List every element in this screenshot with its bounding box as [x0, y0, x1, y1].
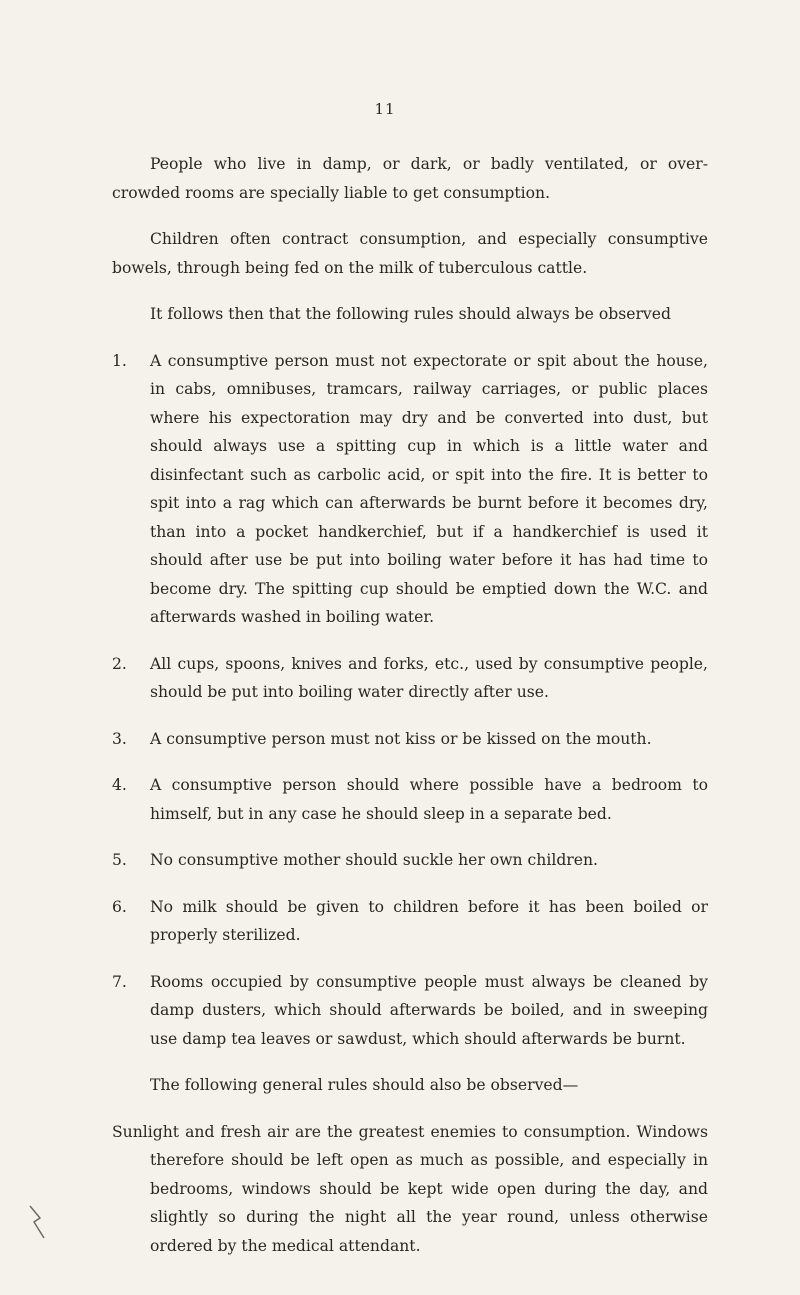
rule-number: 3. [112, 729, 127, 748]
paragraph-overcrowded: People who live in damp, or dark, or badly ventilated, or over-crowded rooms are specially liable to get consumption. [112, 155, 708, 202]
rule-text: Rooms occupied by consumptive people must always be cleaned by damp dusters, which should afterwards be boiled, and in sweeping use damp tea leaves or sawdust, which should afterwards be burnt. [150, 972, 708, 1048]
paragraph-general-intro: The following general rules should also be observed— [150, 1076, 579, 1094]
rule-text: All cups, spoons, knives and forks, etc., used by consumptive people, should be put into boiling water directly after use. [150, 654, 708, 701]
rule-item [112, 347, 708, 632]
rule-item [112, 893, 708, 950]
page-number: 11 [374, 100, 396, 118]
rule-number: 6. [112, 897, 127, 916]
rule-text: No consumptive mother should suckle her own children. [150, 851, 598, 869]
paragraph-children: Children often contract consumption, and especially consumptive bowels, through being fed on the milk of tuberculous cattle. [112, 230, 708, 277]
rule-item [112, 771, 708, 828]
rule-item [112, 650, 708, 707]
rule-item [112, 968, 708, 1054]
rule-number: 5. [112, 851, 127, 869]
rule-text: No milk should be given to children before it has been boiled or properly sterilized. [150, 897, 708, 944]
document-body [112, 150, 708, 1260]
rule-number: 2. [112, 654, 127, 673]
rule-number: 4. [112, 776, 127, 794]
rule-number: 1. [112, 351, 127, 370]
rule-item [112, 725, 708, 754]
rule-item [112, 846, 708, 875]
rule-number: 7. [112, 972, 127, 991]
rule-text: A consumptive person must not expectorate or spit about the house, in cabs, omnibuses, tramcars, railway carriages, or public places where his expectoration may dry and be converted into dust, but should always use a spitting cup in which is a little water and disinfectant such as carbolic acid, or spit into the fire. It is better to spit into a rag which can afterwards be burnt before it becomes dry, than into a pocket handkerchief, but if a handkerchief is used it should after use be put into boiling water before it has had time to become dry. The spitting cup should be emptied down the W.C. and afterwards washed in boiling water. [150, 351, 708, 626]
paragraph-rules-intro: It follows then that the following rules should always be observed [150, 305, 671, 323]
rule-text: A consumptive person should where possible have a bedroom to himself, but in any case he should sleep in a separate bed. [150, 776, 708, 823]
paragraph-sunlight: Sunlight and fresh air are the greatest enemies to consumption. Windows therefore should be left open as much as possible, and especially in bedrooms, windows should be kept wide open during the day, and slightly so during the night all the year round, unless otherwise ordered by the medical attendant. [112, 1122, 708, 1255]
rule-text: A consumptive person must not kiss or be kissed on the mouth. [150, 729, 652, 748]
ink-mark-icon [28, 1204, 48, 1244]
